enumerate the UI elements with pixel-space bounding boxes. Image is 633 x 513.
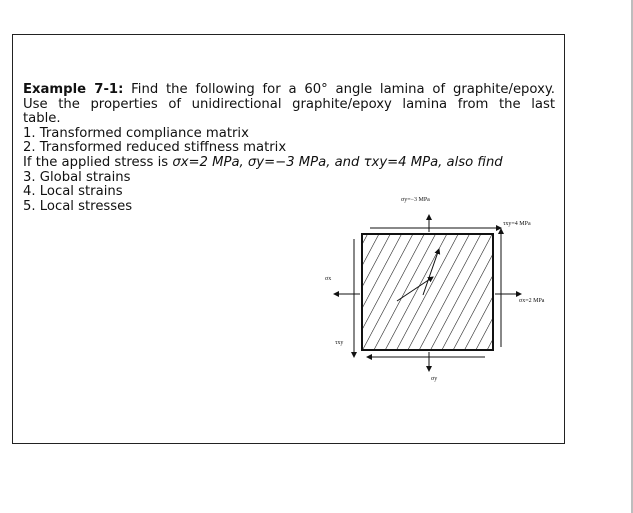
list-item: 3. Global strains	[23, 169, 131, 185]
tau-left-label: τxy	[335, 340, 344, 346]
example-line-2: Use the properties of unidirectional graphite/epoxy lamina from the last	[23, 96, 555, 112]
sigma-y-top-label: σy=−3 MPa	[401, 197, 430, 203]
lamina-square	[362, 234, 493, 350]
example-line-3: table.	[23, 111, 61, 127]
example-title: Example 7-1:	[23, 82, 124, 97]
tau-right-label: τxy=4 MPa	[503, 221, 531, 227]
stress-line-values: σx=2 MPa, σy=−3 MPa, and τxy=4 MPa, also find	[172, 154, 503, 170]
sigma-y-bottom-label: σy	[431, 376, 438, 382]
stress-line	[23, 156, 555, 171]
list-item: 5. Local stresses	[23, 198, 133, 214]
list-item: 2. Transformed reduced stiffness matrix	[23, 140, 287, 156]
slide-frame	[12, 34, 565, 444]
sigma-x-right-label: σx=2 MPa	[519, 298, 545, 304]
lamina-stress-diagram	[313, 187, 573, 422]
stress-line-prefix: If the applied stress is	[23, 154, 173, 170]
list-item: 4. Local strains	[23, 184, 123, 200]
example-title-rest: Find the following for a 60° angle lamina of graphite/epoxy.	[123, 82, 556, 97]
list-item: 1. Transformed compliance matrix	[23, 125, 249, 141]
example-title-line	[23, 83, 555, 98]
sigma-x-left-label: σx	[325, 276, 332, 282]
